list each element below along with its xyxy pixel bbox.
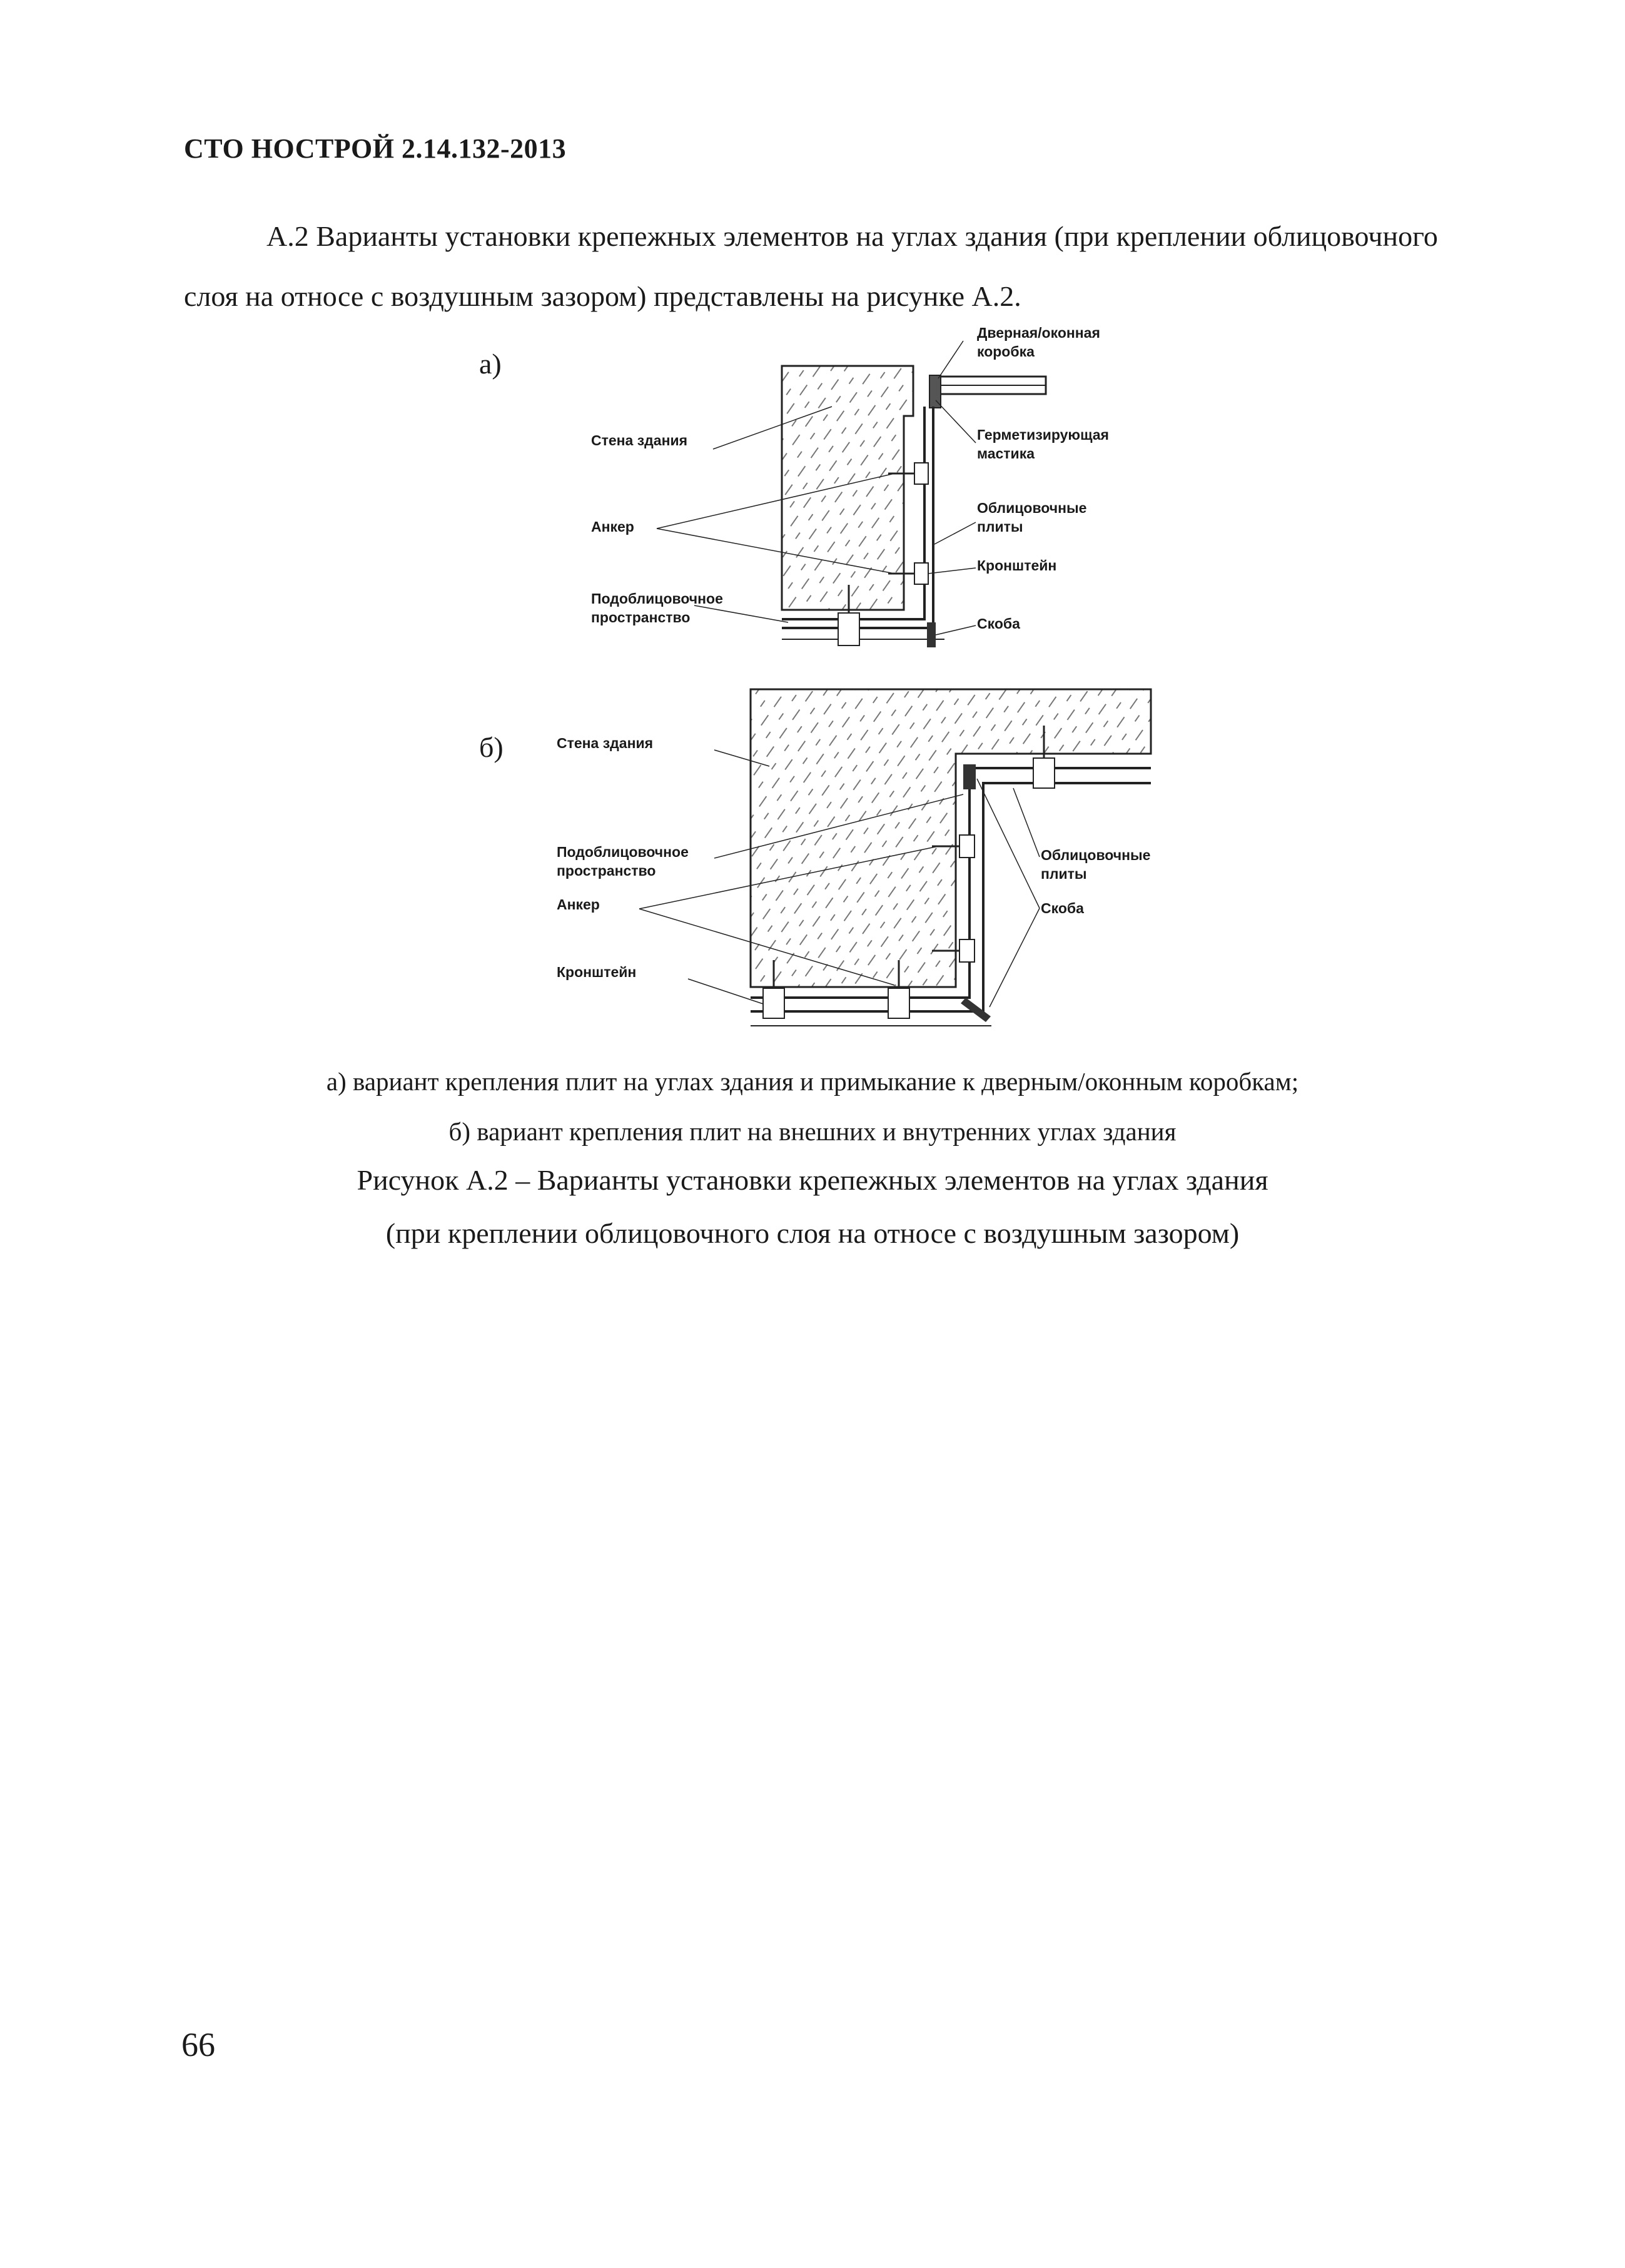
caption-line-1: а) вариант крепления плит на углах здания и примыкание к дверным/оконным коробкам; bbox=[326, 1067, 1299, 1096]
callout-panels-a-2: плиты bbox=[977, 519, 1023, 535]
clip-b2 bbox=[961, 998, 991, 1022]
callout-space-a-1: Подоблицовочное bbox=[591, 590, 723, 607]
callout-bracket-b: Кронштейн bbox=[557, 964, 637, 980]
document-header: СТО НОСТРОЙ 2.14.132-2013 bbox=[184, 133, 567, 164]
callout-wall-b: Стена здания bbox=[557, 735, 654, 751]
bracket-b3 bbox=[959, 939, 974, 962]
clip-b1 bbox=[963, 764, 976, 789]
figure-a2 bbox=[0, 0, 1625, 1063]
callout-sealant-1: Герметизирующая bbox=[977, 427, 1109, 443]
callout-door-frame-1: Дверная/оконная bbox=[977, 325, 1100, 341]
panel-b-label: б) bbox=[479, 731, 504, 763]
callout-anchor-a: Анкер bbox=[591, 519, 634, 535]
clip-a bbox=[927, 622, 936, 647]
bracket-b2 bbox=[959, 835, 974, 858]
callout-panels-b-2: плиты bbox=[1041, 866, 1087, 882]
callout-wall-a: Стена здания bbox=[591, 432, 688, 448]
callout-panels-b-1: Облицовочные bbox=[1041, 847, 1151, 863]
callout-space-a-2: пространство bbox=[591, 609, 691, 625]
callout-clip-b: Скоба bbox=[1041, 900, 1084, 916]
bracket-a1 bbox=[914, 463, 928, 484]
callout-panels-a-1: Облицовочные bbox=[977, 500, 1087, 516]
page-number: 66 bbox=[181, 2026, 215, 2063]
diagram-panel-a bbox=[591, 325, 1109, 647]
bracket-b5 bbox=[888, 988, 909, 1018]
panel-a-label: а) bbox=[479, 348, 502, 380]
sealant bbox=[929, 375, 941, 408]
callout-door-frame-2: коробка bbox=[977, 343, 1035, 360]
callout-space-b-1: Подоблицовочное bbox=[557, 844, 689, 860]
figure-title: Рисунок А.2 – Варианты установки крепежных элементов на углах здания bbox=[357, 1164, 1268, 1196]
callout-clip-a: Скоба bbox=[977, 615, 1020, 632]
callout-sealant-2: мастика bbox=[977, 445, 1035, 462]
callout-anchor-b: Анкер bbox=[557, 896, 600, 913]
diagram-panel-b bbox=[557, 689, 1151, 1026]
bracket-b4 bbox=[763, 988, 784, 1018]
bracket-b1 bbox=[1033, 758, 1055, 788]
callout-space-b-2: пространство bbox=[557, 863, 656, 879]
caption-line-2: б) вариант крепления плит на внешних и внутренних углах здания bbox=[448, 1117, 1177, 1146]
figure-title-cont: (при креплении облицовочного слоя на относе с воздушным зазором) bbox=[385, 1217, 1240, 1249]
intro-paragraph-text: А.2 Варианты установки крепежных элементов на углах здания (при креплении облицовочного слоя на относе с воздушным зазором) представлены на рисунке А.2. bbox=[184, 220, 1438, 312]
building-wall-b bbox=[751, 689, 1151, 987]
bracket-a3 bbox=[838, 613, 859, 645]
callout-bracket-a: Кронштейн bbox=[977, 557, 1057, 574]
bracket-a2 bbox=[914, 563, 928, 584]
